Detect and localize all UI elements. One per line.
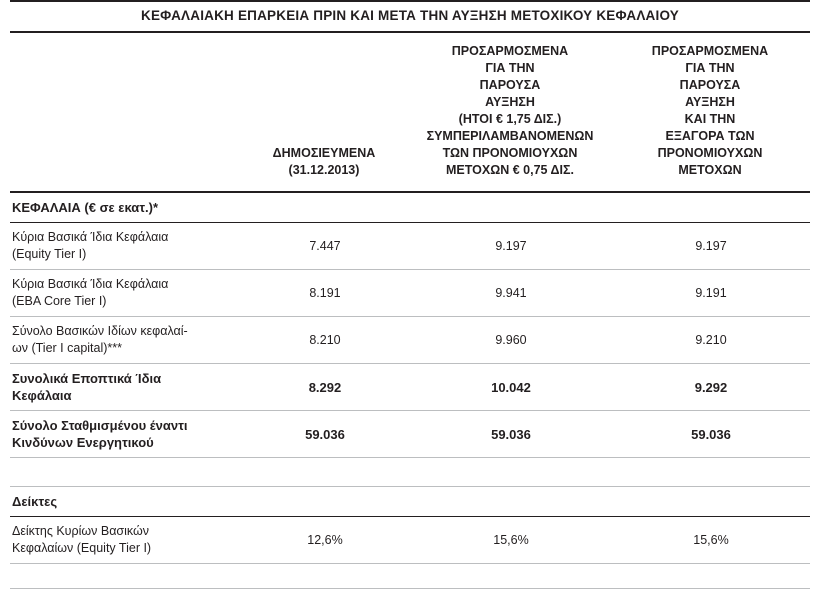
header-col2-line-1: ΠΡΟΣΑΡΜΟΣΜΕΝΑ: [451, 44, 569, 58]
row-value-adjusted-buyback: 9.292: [610, 364, 810, 411]
header-col3-line-6: ΕΞΑΓΟΡΑ ΤΩΝ: [665, 129, 755, 143]
row-value-adjusted-incl-pref: 9.197: [410, 223, 610, 270]
row-value-published: 59.036: [238, 411, 410, 458]
row-label: [10, 270, 238, 317]
header-col2-line-6: ΣΥΜΠΕΡΙΛΑΜΒΑΝΟΜΕΝΩΝ: [426, 129, 594, 143]
header-col3-line-2: ΓΙΑ ΤΗΝ: [685, 61, 735, 75]
section-capital-blank-2: [410, 192, 610, 223]
tail-cell-2: [410, 564, 610, 589]
tail-cell-1: [238, 564, 410, 589]
table-row: [10, 364, 810, 411]
row-value-adjusted-buyback: 9.197: [610, 223, 810, 270]
row-value-published: 7.447: [238, 223, 410, 270]
spacer-cell-1: [238, 458, 410, 487]
row-value-adjusted-incl-pref: 59.036: [410, 411, 610, 458]
table-header-row: [10, 32, 810, 192]
header-col3-line-7: ΠΡΟΝΟΜΙΟΥΧΩΝ: [657, 146, 763, 160]
header-col2-line-4: ΑΥΞΗΣΗ: [485, 95, 535, 109]
row-label-line-1: Σύνολο Βασικών Ιδίων κεφαλαί-: [11, 324, 188, 338]
section-ratios-blank-1: [238, 487, 410, 517]
row-value-adjusted-buyback: 9.210: [610, 317, 810, 364]
row-label-line-2: (Equity Tier I): [11, 247, 87, 261]
table-row: [10, 317, 810, 364]
section-capital-blank-3: [610, 192, 810, 223]
section-row-capital: [10, 192, 810, 223]
row-value-published: 12,6%: [238, 517, 410, 564]
section-ratios-blank-3: [610, 487, 810, 517]
row-label: [10, 411, 238, 458]
row-value-adjusted-buyback: 9.191: [610, 270, 810, 317]
row-value-adjusted-buyback: 59.036: [610, 411, 810, 458]
section-capital-blank-1: [238, 192, 410, 223]
tail-row: [10, 564, 810, 589]
header-col3-line-8: ΜΕΤΟΧΩΝ: [678, 163, 742, 177]
page-title: ΚΕΦΑΛΑΙΑΚΗ ΕΠΑΡΚΕΙΑ ΠΡΙΝ ΚΑΙ ΜΕΤΑ ΤΗΝ ΑΥΞΗΣΗ ΜΕΤΟΧΙΚΟΥ ΚΕΦΑΛΑΙΟΥ: [10, 1, 810, 32]
header-published-line-2: (31.12.2013): [288, 163, 360, 177]
row-label-line-2: (EBA Core Tier I): [11, 294, 107, 308]
header-published: [238, 32, 410, 192]
row-label: [10, 364, 238, 411]
table-row: [10, 270, 810, 317]
header-col-blank: [10, 32, 238, 192]
table-row: [10, 223, 810, 270]
table-row: [10, 517, 810, 564]
row-label: [10, 317, 238, 364]
row-value-published: 8.191: [238, 270, 410, 317]
row-label-line-2: Κεφαλαίων (Equity Tier I): [11, 541, 152, 555]
row-value-adjusted-incl-pref: 9.960: [410, 317, 610, 364]
row-label-line-1: Συνολικά Εποπτικά Ίδια: [11, 371, 162, 386]
header-col2-line-2: ΓΙΑ ΤΗΝ: [485, 61, 535, 75]
section-label-capital: ΚΕΦΑΛΑΙΑ (€ σε εκατ.)*: [10, 192, 238, 223]
tail-cell-0: [10, 564, 238, 589]
row-label-line-2: Κεφάλαια: [11, 388, 72, 403]
row-value-adjusted-buyback: 15,6%: [610, 517, 810, 564]
header-adjusted-including-preferred: [410, 32, 610, 192]
spacer-cell-3: [610, 458, 810, 487]
row-value-adjusted-incl-pref: 15,6%: [410, 517, 610, 564]
header-col3-line-4: ΑΥΞΗΣΗ: [685, 95, 735, 109]
row-label-line-1: Κύρια Βασικά Ίδια Κεφάλαια: [11, 277, 169, 291]
table-row: [10, 411, 810, 458]
row-label-line-2: ων (Tier I capital)***: [11, 341, 123, 355]
section-row-ratios: [10, 487, 810, 517]
row-value-published: 8.210: [238, 317, 410, 364]
header-col3-line-3: ΠΑΡΟΥΣΑ: [679, 78, 741, 92]
row-label-line-2: Κινδύνων Ενεργητικού: [11, 435, 154, 450]
header-adjusted-with-buyback: [610, 32, 810, 192]
header-published-line-1: ΔΗΜΟΣΙΕΥΜΕΝΑ: [272, 146, 376, 160]
row-label: [10, 223, 238, 270]
section-label-ratios: Δείκτες: [10, 487, 238, 517]
row-value-published: 8.292: [238, 364, 410, 411]
header-col3-line-5: ΚΑΙ ΤΗΝ: [684, 112, 736, 126]
header-col2-line-7: ΤΩΝ ΠΡΟΝΟΜΙΟΥΧΩΝ: [442, 146, 578, 160]
header-col2-line-3: ΠΑΡΟΥΣΑ: [479, 78, 541, 92]
row-value-adjusted-incl-pref: 9.941: [410, 270, 610, 317]
spacer-cell-2: [410, 458, 610, 487]
row-value-adjusted-incl-pref: 10.042: [410, 364, 610, 411]
table-title-row: [10, 1, 810, 32]
header-col2-line-8: ΜΕΤΟΧΩΝ € 0,75 ΔΙΣ.: [446, 163, 574, 177]
row-label: [10, 517, 238, 564]
capital-adequacy-table: [10, 0, 810, 589]
spacer-row: [10, 458, 810, 487]
row-label-line-1: Σύνολο Σταθμισμένου έναντι: [11, 418, 188, 433]
row-label-line-1: Δείκτης Κυρίων Βασικών: [11, 524, 150, 538]
header-col3-line-1: ΠΡΟΣΑΡΜΟΣΜΕΝΑ: [651, 44, 769, 58]
spacer-cell-0: [10, 458, 238, 487]
header-col2-line-5: (ΗΤΟΙ € 1,75 ΔΙΣ.): [458, 112, 562, 126]
tail-cell-3: [610, 564, 810, 589]
section-ratios-blank-2: [410, 487, 610, 517]
row-label-line-1: Κύρια Βασικά Ίδια Κεφάλαια: [11, 230, 169, 244]
